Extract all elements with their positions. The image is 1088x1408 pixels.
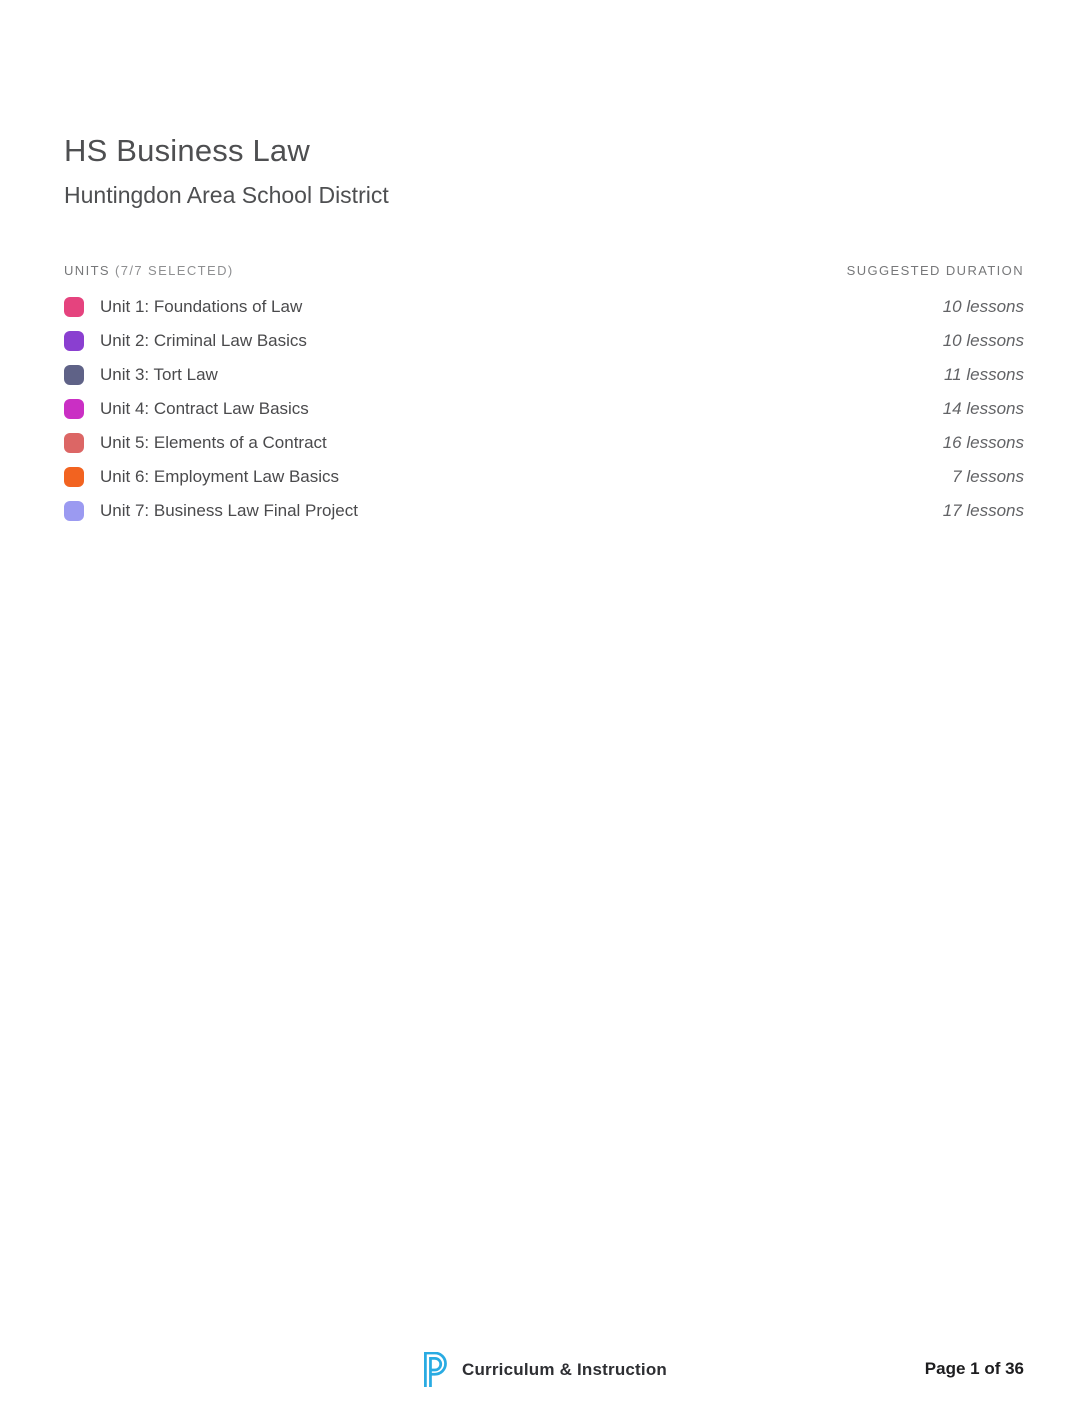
suggested-duration-header: SUGGESTED DURATION <box>846 263 1024 278</box>
unit-label: Unit 2: Criminal Law Basics <box>100 331 307 350</box>
brand-lockup <box>421 1352 667 1388</box>
unit-label: Unit 7: Business Law Final Project <box>100 501 358 520</box>
unit-duration: 10 lessons <box>942 297 1024 316</box>
unit-color-swatch <box>64 433 84 453</box>
unit-color-swatch <box>64 467 84 487</box>
unit-duration: 14 lessons <box>942 399 1024 418</box>
unit-color-swatch <box>64 365 84 385</box>
unit-label: Unit 5: Elements of a Contract <box>100 433 327 452</box>
unit-label: Unit 4: Contract Law Basics <box>100 399 309 418</box>
table-row <box>64 392 1024 426</box>
page-subtitle: Huntingdon Area School District <box>64 182 389 208</box>
unit-duration: 17 lessons <box>942 501 1024 520</box>
table-row <box>64 324 1024 358</box>
unit-label: Unit 3: Tort Law <box>100 365 218 384</box>
table-row <box>64 426 1024 460</box>
table-row <box>64 290 1024 324</box>
units-table-header <box>64 263 1024 278</box>
unit-color-swatch <box>64 297 84 317</box>
unit-label: Unit 6: Employment Law Basics <box>100 467 340 486</box>
table-row <box>64 494 1024 528</box>
brand-name: Curriculum & Instruction <box>461 1360 668 1379</box>
unit-label: Unit 1: Foundations of Law <box>100 297 303 316</box>
page-title: HS Business Law <box>64 133 310 168</box>
unit-duration: 11 lessons <box>943 365 1024 384</box>
unit-duration: 7 lessons <box>952 467 1024 486</box>
table-row <box>64 460 1024 494</box>
unit-duration: 10 lessons <box>942 331 1024 350</box>
units-header-label: UNITS <box>64 263 110 278</box>
unit-duration: 16 lessons <box>942 433 1024 452</box>
units-header-left <box>64 263 234 278</box>
unit-color-swatch <box>64 399 84 419</box>
unit-color-swatch <box>64 331 84 351</box>
unit-color-swatch <box>64 501 84 521</box>
units-list <box>64 290 1024 528</box>
page-number: Page 1 of 36 <box>924 1359 1024 1378</box>
table-row <box>64 358 1024 392</box>
page-footer <box>64 1352 1024 1392</box>
units-header-note: (7/7 SELECTED) <box>115 263 234 278</box>
brand-p-logo-icon <box>421 1352 451 1388</box>
